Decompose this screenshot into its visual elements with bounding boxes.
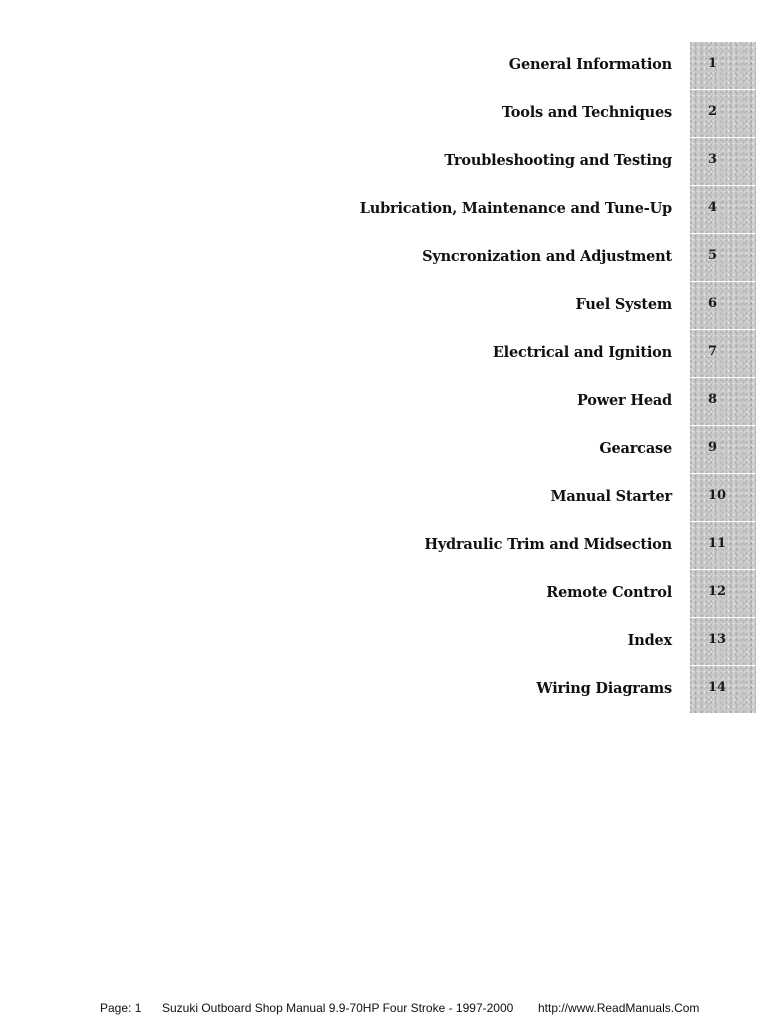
toc-row-3[interactable]: [0, 138, 768, 186]
section-tab[interactable]: [690, 90, 756, 137]
table-of-contents: [0, 42, 768, 714]
toc-title[interactable]: Syncronization and Adjustment: [422, 248, 672, 265]
section-number: 10: [708, 488, 727, 503]
toc-title[interactable]: Gearcase: [599, 440, 672, 457]
toc-row-8[interactable]: [0, 378, 768, 426]
toc-row-13[interactable]: [0, 618, 768, 666]
section-tab[interactable]: [690, 426, 756, 473]
footer-manual-title: Suzuki Outboard Shop Manual 9.9-70HP Four Stroke - 1997-2000: [162, 1001, 514, 1015]
toc-title[interactable]: Manual Starter: [550, 488, 672, 505]
section-tab[interactable]: [690, 234, 756, 281]
toc-row-2[interactable]: [0, 90, 768, 138]
section-number: 11: [708, 536, 727, 551]
section-number: 3: [708, 152, 718, 167]
section-number: 12: [708, 584, 727, 599]
section-number: 2: [708, 104, 718, 119]
toc-row-12[interactable]: [0, 570, 768, 618]
section-tab[interactable]: [690, 378, 756, 425]
section-tab[interactable]: [690, 186, 756, 233]
section-tab[interactable]: [690, 570, 756, 617]
toc-title[interactable]: Hydraulic Trim and Midsection: [424, 536, 672, 553]
toc-row-7[interactable]: [0, 330, 768, 378]
toc-row-14[interactable]: [0, 666, 768, 714]
section-tab[interactable]: [690, 138, 756, 185]
toc-row-9[interactable]: [0, 426, 768, 474]
toc-title[interactable]: Troubleshooting and Testing: [444, 152, 672, 169]
footer-page-number: Page: 1: [100, 1001, 142, 1015]
section-number: 13: [708, 632, 727, 647]
section-number: 9: [708, 440, 718, 455]
toc-title[interactable]: Tools and Techniques: [501, 104, 672, 121]
section-number: 14: [708, 680, 727, 695]
section-number: 6: [708, 296, 718, 311]
section-number: 5: [708, 248, 718, 263]
section-number: 7: [708, 344, 718, 359]
section-number: 4: [708, 200, 718, 215]
toc-row-6[interactable]: [0, 282, 768, 330]
toc-title[interactable]: Index: [627, 632, 672, 649]
toc-row-1[interactable]: [0, 42, 768, 90]
section-tab[interactable]: [690, 282, 756, 329]
section-tab[interactable]: [690, 666, 756, 713]
toc-row-10[interactable]: [0, 474, 768, 522]
toc-title[interactable]: Lubrication, Maintenance and Tune-Up: [359, 200, 672, 217]
toc-title[interactable]: Electrical and Ignition: [492, 344, 672, 361]
toc-row-5[interactable]: [0, 234, 768, 282]
section-number: 8: [708, 392, 718, 407]
toc-row-11[interactable]: [0, 522, 768, 570]
section-tab[interactable]: [690, 42, 756, 89]
section-tab[interactable]: [690, 522, 756, 569]
footer-url-link[interactable]: http://www.ReadManuals.Com: [538, 1001, 700, 1015]
toc-row-4[interactable]: [0, 186, 768, 234]
section-tab[interactable]: [690, 330, 756, 377]
toc-title[interactable]: Power Head: [576, 392, 672, 409]
toc-title[interactable]: Remote Control: [546, 584, 672, 601]
toc-title[interactable]: Fuel System: [575, 296, 672, 313]
section-number: 1: [708, 56, 718, 71]
section-tab[interactable]: [690, 618, 756, 665]
section-tab[interactable]: [690, 474, 756, 521]
toc-title[interactable]: Wiring Diagrams: [536, 680, 672, 697]
toc-title[interactable]: General Information: [508, 56, 672, 73]
